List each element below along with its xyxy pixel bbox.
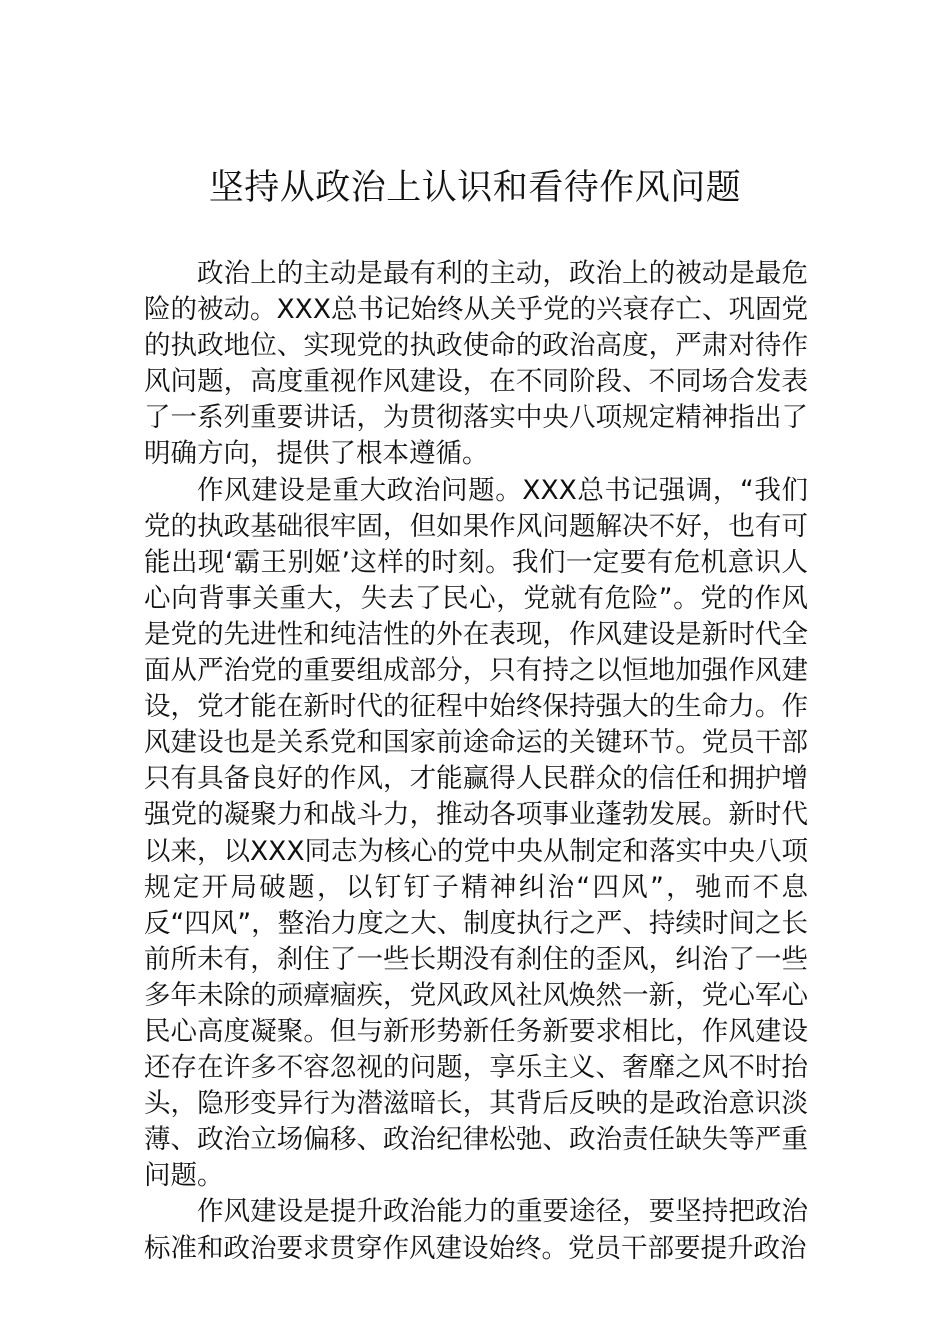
document-body: [144, 256, 808, 1267]
paragraph-2: 作风建设是重大政治问题。XXX总书记强调，“我们党的执政基础很牢固，但如果作风问题解决不好，也有可能出现‘霸王别姬’这样的时刻。我们一定要有危机意识人心向背事关重大，失去了民心，党就有危险”。党的作风是党的先进性和纯洁性的外在表现，作风建设是新时代全面从严治党的重要组成部分，只有持之以恒地加强作风建设，党才能在新时代的征程中始终保持强大的生命力。作风建设也是关系党和国家前途命运的关键环节。党员干部只有具备良好的作风，才能赢得人民群众的信任和拥护增强党的凝聚力和战斗力，推动各项事业蓬勃发展。新时代以来，以XXX同志为核心的党中央从制定和落实中央八项规定开局破题，以钉钉子精神纠治“四风”，驰而不息反“四风”，整治力度之大、制度执行之严、持续时间之长前所未有，刹住了一些长期没有刹住的歪风，纠治了一些多年未除的顽瘴痼疾，党风政风社风焕然一新，党心军心民心高度凝聚。但与新形势新任务新要求相比，作风建设还存在许多不容忽视的问题，享乐主义、奢靡之风不时抬头，隐形变异行为潜滋暗长，其背后反映的是政治意识淡薄、政治立场偏移、政治纪律松弛、政治责任缺失等严重问题。: [144, 474, 808, 1192]
document-title: 坚持从政治上认识和看待作风问题: [208, 168, 742, 208]
paragraph-3: 作风建设是提升政治能力的重要途径，要坚持把政治标准和政治要求贯穿作风建设始终。党员干部要提升政治: [144, 1196, 808, 1264]
paragraph-1: 政治上的主动是最有利的主动，政治上的被动是最危险的被动。XXX总书记始终从关乎党的兴衰存亡、巩固党的执政地位、实现党的执政使命的政治高度，严肃对待作风问题，高度重视作风建设，在不同阶段、不同场合发表了一系列重要讲话，为贯彻落实中央八项规定精神指出了明确方向，提供了根本遵循。: [144, 258, 808, 470]
